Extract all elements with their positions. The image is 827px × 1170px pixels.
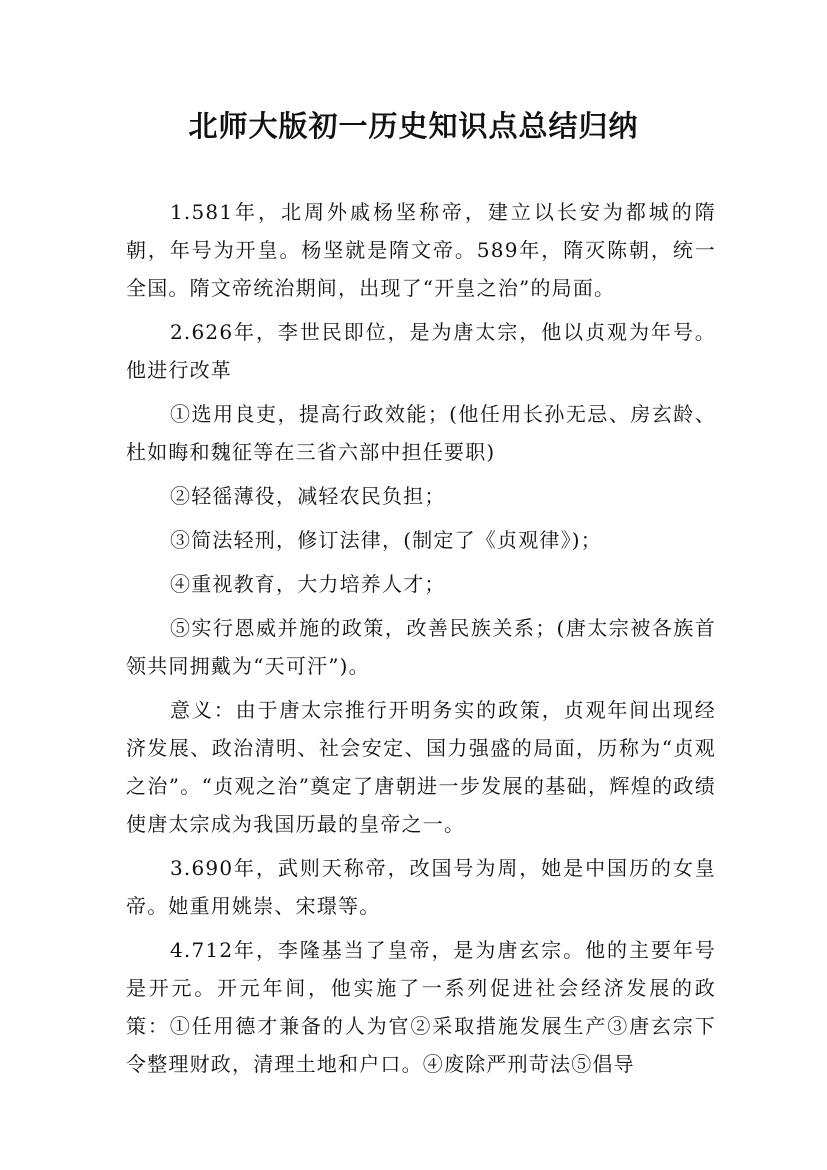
list-item-reform-2: ②轻徭薄役，减轻农民负担； xyxy=(170,484,446,508)
document-body xyxy=(126,193,716,1089)
paragraph-sui-founding: 1.581年，北周外戚杨坚称帝，建立以长安为都城的隋朝，年号为开皇。杨坚就是隋文帝。589年，隋灭陈朝，统一全国。隋文帝统治期间，出现了“开皇之治”的局面。 xyxy=(126,200,716,300)
list-item-reform-4: ④重视教育，大力培养人才； xyxy=(170,572,446,596)
document-title: 北师大版初一历史知识点总结归纳 xyxy=(188,109,639,143)
paragraph-taizong-reform: 2.626年，李世民即位，是为唐太宗，他以贞观为年号。他进行改革 xyxy=(126,320,716,382)
paragraph-xuanzong: 4.712年，李隆基当了皇帝，是为唐玄宗。他的主要年号是开元。开元年间，他实施了一系列促进社会经济发展的政策：①任用德才兼备的人为官②采取措施发展生产③唐玄宗下令整理财政，清理土地和户口。④废除严刑苛法⑤倡导 xyxy=(126,938,716,1076)
list-item-reform-1: ①选用良吏，提高行政效能；(他任用长孙无忌、房玄龄、杜如晦和魏征等在三省六部中担任要职) xyxy=(126,402,716,464)
list-item-reform-3: ③简法轻刑，修订法律，(制定了《贞观律》)； xyxy=(170,528,603,552)
paragraph-significance: 意义：由于唐太宗推行开明务实的政策，贞观年间出现经济发展、政治清明、社会安定、国力强盛的局面，历称为“贞观之治”。“贞观之治”奠定了唐朝进一步发展的基础，辉煌的政绩使唐太宗成为我国历最的皇帝之一。 xyxy=(126,698,716,836)
list-item-reform-5: ⑤实行恩威并施的政策，改善民族关系；(唐太宗被各族首领共同拥戴为“天可汗”)。 xyxy=(126,616,716,678)
paragraph-wu-zetian: 3.690年，武则天称帝，改国号为周，她是中国历的女皇帝。她重用姚崇、宋璟等。 xyxy=(126,856,716,918)
